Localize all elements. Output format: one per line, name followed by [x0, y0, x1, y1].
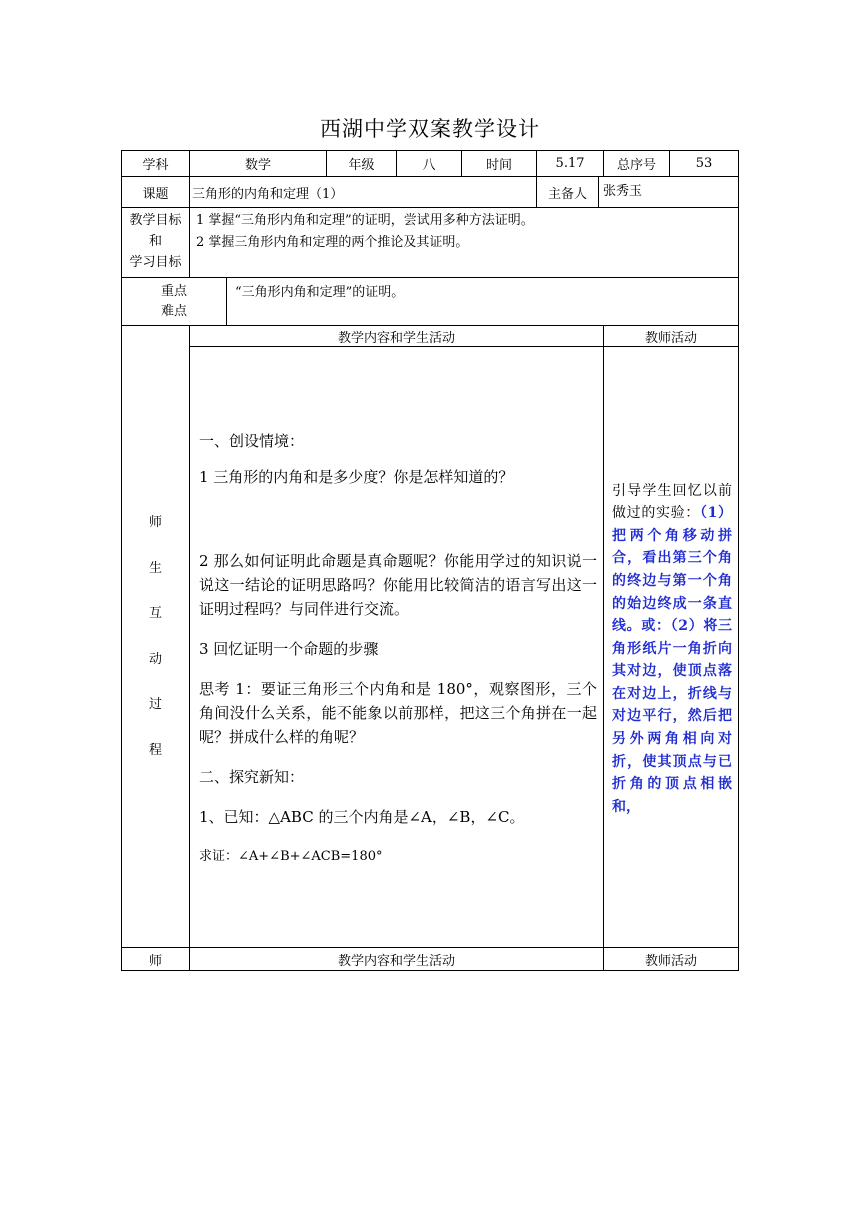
goal-item: 1 掌握“三角形内角和定理”的证明，尝试用多种方法证明。 [196, 213, 534, 228]
content-header: 教学内容和学生活动 [190, 326, 604, 347]
serial-label: 总序号 [604, 151, 670, 177]
preparer-label: 主备人 [537, 177, 599, 208]
goals-label-line: 和 [148, 234, 162, 249]
question-3: 3 回忆证明一个命题的步骤 [199, 639, 379, 658]
grade-label: 年级 [327, 151, 397, 177]
activity-content [190, 347, 604, 948]
section-1-title: 一、创设情境： [199, 431, 305, 450]
activity-body-row [122, 347, 739, 948]
subject-label: 学科 [122, 151, 190, 177]
serial-value: 53 [670, 151, 739, 177]
page-title: 西湖中学双案教学设计 [320, 117, 540, 141]
subject-value: 数学 [190, 151, 327, 177]
grade-value: 八 [397, 151, 462, 177]
prove-statement: 求证：∠A+∠B+∠ACB=180° [199, 848, 383, 864]
side-char: 动 [148, 651, 162, 667]
teacher-header: 教师活动 [604, 326, 739, 347]
lesson-plan-table [121, 150, 739, 971]
question-1: 1 三角形的内角和是多少度？你是怎样知道的？ [199, 467, 514, 486]
goal-item: 2 掌握三角形内角和定理的两个推论及其证明。 [196, 235, 469, 250]
key-points-label [122, 278, 227, 326]
goals-text [190, 208, 739, 278]
side-char: 过 [148, 697, 162, 712]
think-1: 思考 1：要证三角形三个内角和是 180°，观察图形，三个角间没什么关系，能不能象以前那样，把这三个角拼在一起呢？拼成什么样的角呢？ [199, 679, 598, 746]
goals-row [122, 208, 739, 278]
goals-label-line: 教学目标 [129, 213, 182, 228]
goals-label [122, 208, 190, 278]
topic-value: 三角形的内角和定理（1） [190, 177, 537, 208]
side-char: 程 [148, 742, 162, 758]
footer-side: 师 [122, 948, 190, 971]
teacher-activity [604, 347, 739, 948]
key-points-row [122, 278, 739, 326]
time-label: 时间 [462, 151, 537, 177]
side-char: 互 [148, 606, 162, 621]
key-points-label-line: 难点 [160, 303, 187, 319]
meta-row [122, 151, 739, 177]
side-char: 生 [148, 560, 162, 576]
footer-teacher-header: 教师活动 [604, 948, 739, 971]
topic-label: 课题 [122, 177, 190, 208]
activity-header-row [122, 326, 739, 347]
question-2: 2 那么如何证明此命题是真命题呢？你能用学过的知识说一说这一结论的证明思路吗？你能用比较简洁的语言写出这一证明过程吗？与同伴进行交流。 [199, 551, 598, 618]
known-statement: 1、已知：△ABC 的三个内角是∠A，∠B，∠C。 [199, 807, 525, 826]
section-2-title: 二、探究新知： [199, 767, 305, 786]
footer-row [122, 948, 739, 971]
activity-side-label [122, 326, 190, 948]
topic-row [122, 177, 739, 208]
key-points-value: “三角形内角和定理”的证明。 [227, 278, 739, 326]
key-points-label-line: 重点 [160, 283, 187, 299]
teacher-activity-steps: （1）把两个角移动拼合，看出第三个角的终边与第一个角的始边终成一条直线。或：（2）将三角形纸片一角折向其对边，使顶点落在对边上，折线与对边平行，然后把另外两角相向对折，使其顶点与已折角的顶点相嵌和， [612, 505, 733, 815]
side-char: 师 [148, 515, 162, 530]
preparer-value: 张秀玉 [599, 177, 739, 208]
time-value: 5.17 [537, 151, 604, 177]
goals-label-line: 学习目标 [129, 255, 182, 270]
footer-content-header: 教学内容和学生活动 [190, 948, 604, 971]
teacher-activity-intro: 引导学生回忆以前做过的实验： [612, 482, 733, 522]
